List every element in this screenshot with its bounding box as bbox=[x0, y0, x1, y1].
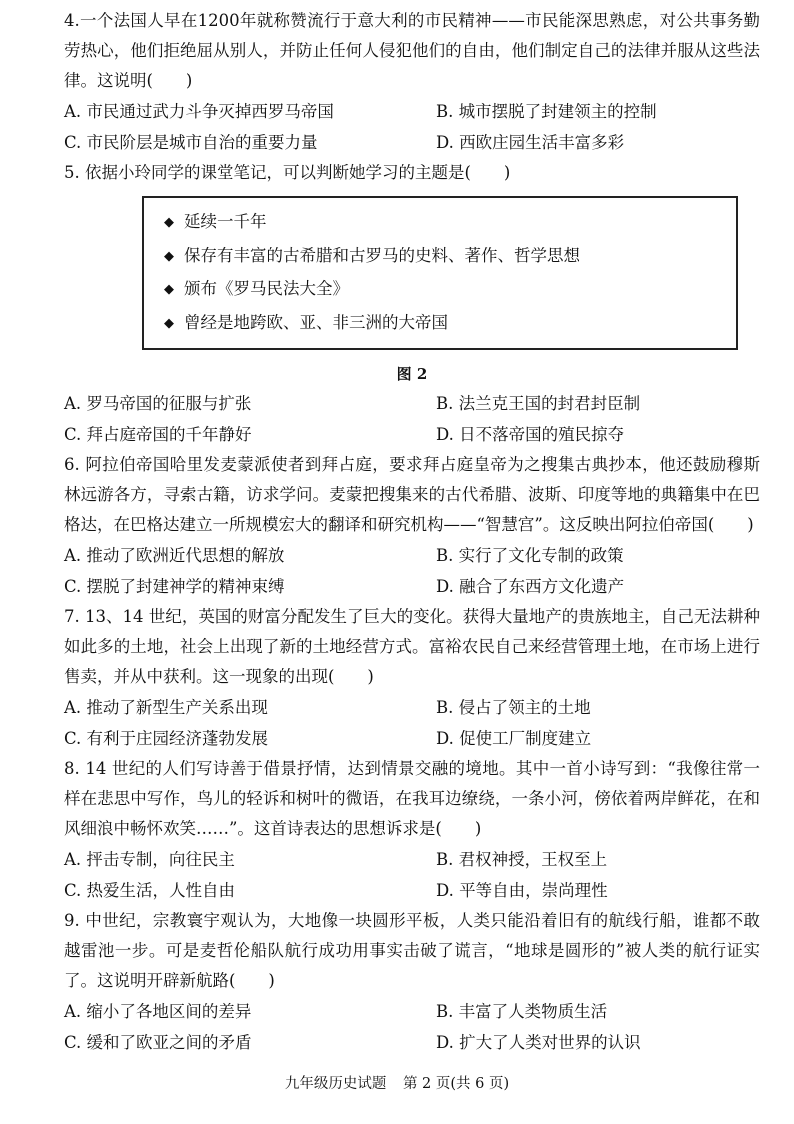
diamond-bullet-icon: ◆ bbox=[164, 315, 174, 331]
option-a: A. 罗马帝国的征服与扩张 bbox=[64, 394, 252, 413]
option-c: C. 热爱生活，人性自由 bbox=[64, 881, 236, 900]
option-a: A. 推动了欧洲近代思想的解放 bbox=[64, 546, 285, 565]
question-5 bbox=[64, 158, 760, 450]
question-stem: 4.一个法国人早在1200年就称赞流行于意大利的市民精神——市民能深思熟虑，对公共事务勤劳热心，他们拒绝屈从别人，并防止任何人侵犯他们的自由，他们制定自己的法律并服从这些法律。这说明( ) bbox=[64, 11, 760, 90]
option-c: C. 缓和了欧亚之间的矛盾 bbox=[64, 1033, 252, 1052]
option-a: A. 推动了新型生产关系出现 bbox=[64, 698, 268, 717]
options-grid bbox=[64, 96, 760, 158]
question-7 bbox=[64, 602, 760, 754]
options-grid bbox=[64, 996, 760, 1058]
option-a: A. 市民通过武力斗争灭掉西罗马帝国 bbox=[64, 102, 334, 121]
option-b: B. 城市摆脱了封建领主的控制 bbox=[436, 102, 657, 121]
footer-subject: 九年级历史试题 bbox=[284, 1076, 387, 1092]
question-stem: 9. 中世纪，宗教寰宇观认为，大地像一块圆形平板，人类只能沿着旧有的航线行船，谁都不敢越雷池一步。可是麦哲伦船队航行成功用事实击破了谎言，“地球是圆形的”被人类的航行证实了。这说明开辟新航路( ) bbox=[64, 911, 760, 990]
option-b: B. 君权神授，王权至上 bbox=[436, 850, 608, 869]
option-a: A. 缩小了各地区间的差异 bbox=[64, 1002, 252, 1021]
diamond-bullet-icon: ◆ bbox=[164, 282, 174, 297]
note-text: 延续一千年 bbox=[184, 212, 267, 231]
question-stem: 5. 依据小玲同学的课堂笔记，可以判断她学习的主题是( ) bbox=[64, 163, 511, 182]
page-footer bbox=[0, 1074, 794, 1094]
question-stem: 7. 13、14 世纪，英国的财富分配发生了巨大的变化。获得大量地产的贵族地主，自己无法耕种如此多的土地，社会上出现了新的土地经营方式。富裕农民自己来经营管理土地，在市场上进行售卖，并从中获利。这一现象的出现( ) bbox=[64, 607, 760, 686]
question-stem: 6. 阿拉伯帝国哈里发麦蒙派使者到拜占庭，要求拜占庭皇帝为之搜集古典抄本，他还鼓励穆斯林远游各方，寻索古籍，访求学问。麦蒙把搜集来的古代希腊、波斯、印度等地的典籍集中在巴格达，在巴格达建立一所规模宏大的翻译和研究机构——“智慧宫”。这反映出阿拉伯帝国( ) bbox=[64, 455, 760, 534]
question-4 bbox=[64, 6, 760, 158]
note-item bbox=[164, 206, 718, 240]
question-stem: 8. 14 世纪的人们写诗善于借景抒情，达到情景交融的境地。其中一首小诗写到：“我像往常一样在悲思中写作，鸟儿的轻诉和树叶的微语，在我耳边缭绕，一条小河，傍依着两岸鲜花，在和风细浪中畅怀欢笑……”。这首诗表达的思想诉求是( ) bbox=[64, 759, 760, 838]
footer-page-number: 第 2 页(共 6 页) bbox=[402, 1076, 510, 1092]
option-d: D. 促使工厂制度建立 bbox=[436, 729, 592, 748]
note-text: 颁布《罗马民法大全》 bbox=[184, 279, 349, 298]
option-a: A. 抨击专制，向往民主 bbox=[64, 850, 235, 869]
question-9 bbox=[64, 906, 760, 1058]
option-d: D. 平等自由，崇尚理性 bbox=[436, 881, 608, 900]
options-grid bbox=[64, 844, 760, 906]
option-b: B. 侵占了领主的土地 bbox=[436, 698, 591, 717]
note-item bbox=[164, 240, 718, 274]
option-d: D. 日不落帝国的殖民掠夺 bbox=[436, 425, 625, 444]
option-b: B. 实行了文化专制的政策 bbox=[436, 546, 624, 565]
option-c: C. 摆脱了封建神学的精神束缚 bbox=[64, 577, 285, 596]
option-c: C. 拜占庭帝国的千年静好 bbox=[64, 425, 252, 444]
diamond-bullet-icon: ◆ bbox=[164, 215, 174, 230]
options-grid bbox=[64, 388, 760, 450]
options-grid bbox=[64, 540, 760, 602]
option-d: D. 扩大了人类对世界的认识 bbox=[436, 1033, 641, 1052]
note-item bbox=[164, 273, 718, 307]
option-c: C. 有利于庄园经济蓬勃发展 bbox=[64, 729, 269, 748]
question-8 bbox=[64, 754, 760, 906]
option-d: D. 西欧庄园生活丰富多彩 bbox=[436, 133, 625, 152]
option-c: C. 市民阶层是城市自治的重要力量 bbox=[64, 133, 318, 152]
option-b: B. 丰富了人类物质生活 bbox=[436, 1002, 608, 1021]
figure-caption: 图 2 bbox=[396, 365, 428, 383]
note-text: 曾经是地跨欧、亚、非三洲的大帝国 bbox=[184, 312, 448, 332]
option-d: D. 融合了东西方文化遗产 bbox=[436, 577, 625, 596]
note-item bbox=[164, 307, 718, 341]
class-notes-box bbox=[142, 196, 738, 350]
option-b: B. 法兰克王国的封君封臣制 bbox=[436, 394, 641, 413]
options-grid bbox=[64, 692, 760, 754]
question-6 bbox=[64, 450, 760, 602]
diamond-bullet-icon: ◆ bbox=[164, 248, 174, 264]
note-text: 保存有丰富的古希腊和古罗马的史料、著作、哲学思想 bbox=[184, 245, 580, 265]
